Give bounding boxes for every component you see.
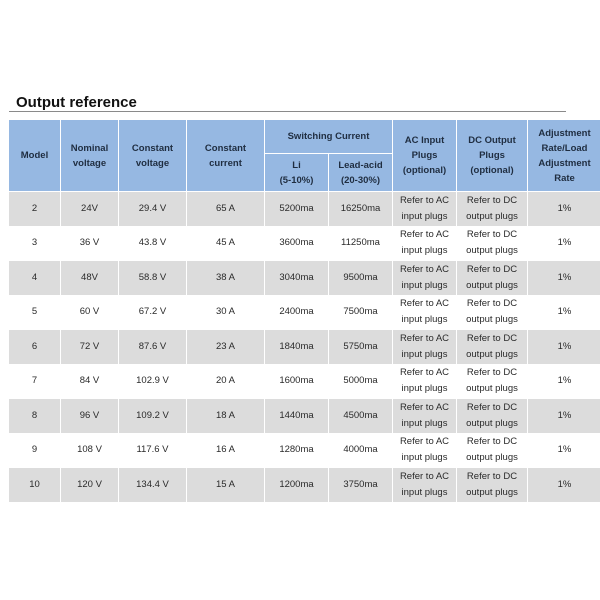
cell-dc-output-plugs: Refer to DC output plugs [457,468,528,503]
cell-nominal-voltage: 36 V [61,226,119,261]
cell-ac-input-plugs: Refer to AC input plugs [393,364,457,399]
cell-model: 2 [9,192,61,227]
cell-constant-current: 30 A [187,295,265,330]
cell-constant-voltage: 87.6 V [119,330,187,365]
cell-ac-input-plugs: Refer to AC input plugs [393,261,457,296]
cell-ac-input-plugs: Refer to AC input plugs [393,433,457,468]
cell-li-current: 1840ma [265,330,329,365]
cell-nominal-voltage: 84 V [61,364,119,399]
cell-dc-output-plugs: Refer to DC output plugs [457,433,528,468]
title-divider [9,111,566,112]
header-switching-current: Switching Current [265,120,393,154]
cell-model: 9 [9,433,61,468]
cell-li-current: 1440ma [265,399,329,434]
cell-constant-voltage: 117.6 V [119,433,187,468]
cell-adjustment-rate: 1% [528,192,600,227]
table-row [9,295,600,330]
cell-li-current: 1280ma [265,433,329,468]
cell-model: 4 [9,261,61,296]
cell-constant-current: 20 A [187,364,265,399]
cell-constant-current: 65 A [187,192,265,227]
cell-lead-acid-current: 5000ma [329,364,393,399]
cell-dc-output-plugs: Refer to DC output plugs [457,261,528,296]
cell-nominal-voltage: 24V [61,192,119,227]
cell-dc-output-plugs: Refer to DC output plugs [457,364,528,399]
cell-model: 5 [9,295,61,330]
cell-li-current: 1200ma [265,468,329,503]
cell-li-current: 5200ma [265,192,329,227]
cell-li-current: 3600ma [265,226,329,261]
cell-constant-current: 15 A [187,468,265,503]
cell-nominal-voltage: 120 V [61,468,119,503]
cell-adjustment-rate: 1% [528,295,600,330]
cell-dc-output-plugs: Refer to DC output plugs [457,295,528,330]
cell-constant-current: 45 A [187,226,265,261]
cell-lead-acid-current: 11250ma [329,226,393,261]
table-row [9,330,600,365]
cell-adjustment-rate: 1% [528,226,600,261]
cell-lead-acid-current: 5750ma [329,330,393,365]
cell-constant-voltage: 67.2 V [119,295,187,330]
cell-nominal-voltage: 48V [61,261,119,296]
cell-model: 6 [9,330,61,365]
cell-ac-input-plugs: Refer to AC input plugs [393,399,457,434]
header-lead-acid: Lead-acid (20-30%) [329,154,393,192]
output-reference-table [8,119,600,503]
section-title: Output reference [16,94,137,111]
table-row [9,226,600,261]
cell-constant-voltage: 134.4 V [119,468,187,503]
table-row [9,433,600,468]
cell-ac-input-plugs: Refer to AC input plugs [393,468,457,503]
table-header [9,120,600,192]
cell-lead-acid-current: 4000ma [329,433,393,468]
cell-constant-current: 23 A [187,330,265,365]
cell-nominal-voltage: 60 V [61,295,119,330]
cell-constant-current: 16 A [187,433,265,468]
cell-constant-voltage: 109.2 V [119,399,187,434]
table-body [9,192,600,503]
cell-nominal-voltage: 96 V [61,399,119,434]
header-constant-current: Constant current [187,120,265,192]
cell-lead-acid-current: 9500ma [329,261,393,296]
cell-model: 10 [9,468,61,503]
cell-adjustment-rate: 1% [528,330,600,365]
cell-ac-input-plugs: Refer to AC input plugs [393,192,457,227]
cell-li-current: 3040ma [265,261,329,296]
cell-ac-input-plugs: Refer to AC input plugs [393,295,457,330]
cell-lead-acid-current: 3750ma [329,468,393,503]
header-dc-output-plugs: DC Output Plugs (optional) [457,120,528,192]
cell-constant-voltage: 43.8 V [119,226,187,261]
cell-li-current: 1600ma [265,364,329,399]
cell-constant-current: 18 A [187,399,265,434]
cell-model: 7 [9,364,61,399]
cell-model: 8 [9,399,61,434]
cell-constant-voltage: 58.8 V [119,261,187,296]
cell-adjustment-rate: 1% [528,399,600,434]
cell-ac-input-plugs: Refer to AC input plugs [393,330,457,365]
cell-dc-output-plugs: Refer to DC output plugs [457,226,528,261]
cell-adjustment-rate: 1% [528,364,600,399]
cell-model: 3 [9,226,61,261]
cell-nominal-voltage: 108 V [61,433,119,468]
table-row [9,364,600,399]
header-constant-voltage: Constant voltage [119,120,187,192]
cell-constant-voltage: 29.4 V [119,192,187,227]
cell-constant-voltage: 102.9 V [119,364,187,399]
cell-dc-output-plugs: Refer to DC output plugs [457,399,528,434]
table-row [9,399,600,434]
header-nominal-voltage: Nominal voltage [61,120,119,192]
table-row [9,192,600,227]
cell-dc-output-plugs: Refer to DC output plugs [457,192,528,227]
cell-ac-input-plugs: Refer to AC input plugs [393,226,457,261]
cell-lead-acid-current: 4500ma [329,399,393,434]
header-ac-input-plugs: AC Input Plugs (optional) [393,120,457,192]
cell-adjustment-rate: 1% [528,468,600,503]
cell-li-current: 2400ma [265,295,329,330]
cell-constant-current: 38 A [187,261,265,296]
header-model: Model [9,120,61,192]
header-li: Li (5-10%) [265,154,329,192]
cell-adjustment-rate: 1% [528,261,600,296]
header-adjustment-rate: Adjustment Rate/Load Adjustment Rate [528,120,600,192]
table-row [9,261,600,296]
table-row [9,468,600,503]
cell-lead-acid-current: 7500ma [329,295,393,330]
cell-dc-output-plugs: Refer to DC output plugs [457,330,528,365]
cell-nominal-voltage: 72 V [61,330,119,365]
cell-lead-acid-current: 16250ma [329,192,393,227]
cell-adjustment-rate: 1% [528,433,600,468]
